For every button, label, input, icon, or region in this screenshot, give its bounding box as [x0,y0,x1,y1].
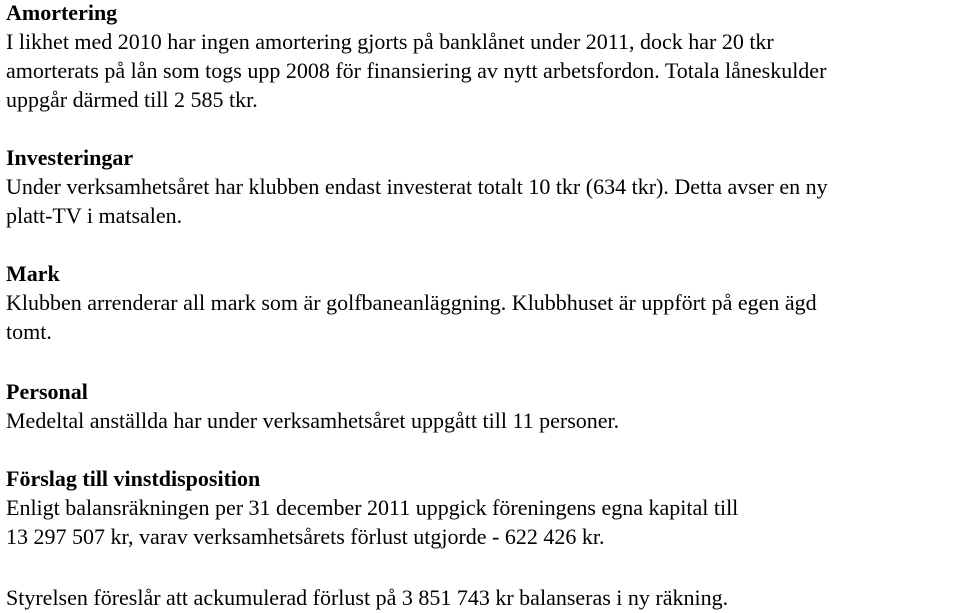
section-mark [6,259,956,346]
text-line: 13 297 507 kr, varav verksamhetsårets förlust utgjorde - 622 426 kr. [6,524,605,549]
section-heading-investeringar: Investeringar [6,145,134,170]
text-line: Enligt balansräkningen per 31 december 2011 uppgick föreningens egna kapital till [6,495,739,520]
section-amortering [6,0,956,114]
text-line: platt-TV i matsalen. [6,203,183,228]
section-heading-amortering: Amortering [6,0,118,25]
section-investeringar [6,143,956,230]
text-line: tomt. [6,319,52,344]
section-heading-forslag: Förslag till vinstdisposition [6,466,261,491]
text-line: amorterats på lån som togs upp 2008 för finansiering av nytt arbetsfordon. Totala låneskulder [6,58,827,83]
section-personal [6,377,956,435]
text-line: uppgår därmed till 2 585 tkr. [6,87,258,112]
text-line: Medeltal anställda har under verksamhetsåret uppgått till 11 personer. [6,408,620,433]
section-heading-personal: Personal [6,379,88,404]
section-styrelsen [6,583,956,612]
text-line: Klubben arrenderar all mark som är golfbaneanläggning. Klubbhuset är uppfört på egen ägd [6,290,817,315]
text-line: Under verksamhetsåret har klubben endast investerat totalt 10 tkr (634 tkr). Detta avser en ny [6,174,828,199]
section-forslag-till-vinstdisposition [6,464,956,551]
section-heading-mark: Mark [6,261,60,286]
text-line: Styrelsen föreslår att ackumulerad förlust på 3 851 743 kr balanseras i ny räkning. [6,585,729,610]
text-line: I likhet med 2010 har ingen amortering gjorts på banklånet under 2011, dock har 20 tkr [6,29,774,54]
